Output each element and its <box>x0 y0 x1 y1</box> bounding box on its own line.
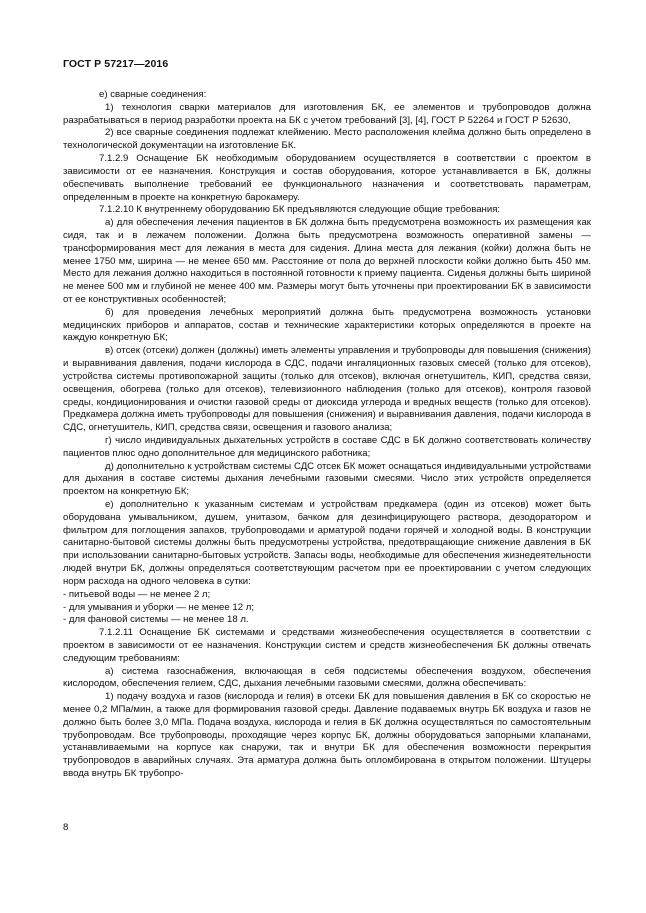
list-item-sewer-water: - для фановой системы — не менее 18 л. <box>63 614 249 626</box>
list-item-washing-water: - для умывания и уборки — не менее 12 л; <box>63 601 254 613</box>
paragraph-item-a-gas-supply: а) система газоснабжения, включающая в себя подсистемы обеспечения воздухом, обеспечения кислородом, обеспечения гелием, СДС, дыхания лечебными газовыми смесями, должна обеспечивать: <box>63 665 591 690</box>
paragraph-7-1-2-11: 7.1.2.11 Оснащение БК системами и средствами жизнеобеспечения осуществляется в соответствии с проектом в зависимости от ее назначения. Конструкции систем и средств жизнеобеспечения БК должны отвечать следующим требованиям: <box>63 627 591 664</box>
paragraph-item-v-compartment-controls: в) отсек (отсеки) должен (должны) иметь элементы управления и трубопроводы для повышения (снижения) и выравнивания давления, подачи кислорода в СДС, подачи ингаляционных газовых смесей (только для отсеков), устройства системы противопожарной защиты (только для отсеков), включая огнетушитель, КИП, средства связи, освещения, обогрева (только для отсеков), телевизионного наблюдения (только для отсеков), контроля газовой среды, кондиционирования и очистки газовой среды от диоксида углерода и вредных веществ (только для отсеков). Предкамера должна иметь трубопроводы для повышения (снижения) и выравнивания давления, подачи кислорода в СДС, огнетушитель, КИП, средства связи, освещения и газового анализа; <box>63 345 591 434</box>
paragraph-7-1-2-9: 7.1.2.9 Оснащение БК необходимым оборудованием осуществляется в соответствии с проектом в зависимости от ее назначения. Конструкция и состав оборудования, которое устанавливается в БК, должны обеспечивать выполнение требований ее функционального назначения и соответствовать параметрам, определенным в проекте на конкретную барокамеру. <box>63 153 591 203</box>
paragraph-item-e-sanitary-system: е) дополнительно к указанным системам и устройствам предкамера (один из отсеков) может быть оборудована умывальником, душем, унитазом, бачком для дезинфицирующего раствора, дезодоратором и фильтром для поглощения запахов, трубопроводами и арматурой подачи горячей и холодной воды. В конструкции санитарно-бытовой системы должны быть предусмотрены устройства, предотвращающие снижение давления в БК при использовании санитарно-бытовых устройств. Запасы воды, необходимые для обеспечения жизнедеятельности людей внутри БК, должны определяться соответствующим расчетом при ее проектировании с учетом следующих норм расхода на одного человека в сутки: <box>63 499 591 587</box>
paragraph-item-a-patient-places: а) для обеспечения лечения пациентов в БК должна быть предусмотрена возможность их размещения как сидя, так и в лежачем положении. Должна быть предусмотрена возможность оперативной замены — трансформирования мест для лежания в места для сидения. Длина места для лежания (койки) должна быть не менее 1750 мм, ширина — не менее 650 мм. Расстояние от пола до верхней плоскости койки должно быть 450 мм. Место для лежания должно находиться в постоянной готовности к приему пациента. Сиденья должны быть шириной не менее 500 мм и глубиной не менее 400 мм. Размеры могут быть уточнены при проектировании БК в зависимости от ее конструктивных особенностей; <box>63 217 591 305</box>
document-body <box>63 89 591 781</box>
paragraph-weld-marking: 2) все сварные соединения подлежат клеймению. Место расположения клейма должно быть определено в технологической документации на изготовление БК. <box>63 127 591 152</box>
paragraph-item-d-additional-devices: д) дополнительно к устройствам системы СДС отсек БК может оснащаться индивидуальными устройствами для дыхания в составе системы дыхания лечебными газовыми смесями. Число этих устройств определяется проектом на конкретную БК; <box>63 460 591 498</box>
list-item-drinking-water: - питьевой воды — не менее 2 л; <box>63 588 211 600</box>
paragraph-welded-joints: е) сварные соединения: <box>99 89 207 100</box>
paragraph-item-b-medical-devices: б) для проведения лечебных мероприятий должна быть предусмотрена возможность установки медицинских приборов и аппаратов, состав и технические характеристики которых определяются в проекте на каждую конкретную БК; <box>63 306 591 344</box>
page-number: 8 <box>63 822 69 833</box>
paragraph-welding-technology: 1) технология сварки материалов для изготовления БК, ее элементов и трубопроводов должна разрабатываться в период разработки проекта на БК с учетом требований [3], [4], ГОСТ Р 52264 и ГОСТ Р 52630, <box>63 101 591 126</box>
paragraph-7-1-2-10: 7.1.2.10 К внутреннему оборудованию БК предъявляются следующие общие требования: <box>99 204 501 216</box>
paragraph-item-g-breathing-devices: г) число индивидуальных дыхательных устройств в составе СДС в БК должно соответствовать количеству пациентов плюс одно дополнительное для медицинского работника; <box>63 434 591 459</box>
document-header: ГОСТ Р 57217—2016 <box>63 58 169 70</box>
paragraph-air-gas-supply: 1) подачу воздуха и газов (кислорода и гелия) в отсеки БК для повышения давления в БК со скоростью не менее 0,2 МПа/мин, а также для формирования газовой среды. Давление подаваемых внутрь БК воздуха и газов не должно быть более 3,0 МПа. Подача воздуха, кислорода и гелия в БК должна осуществляться по самостоятельным трубопроводам. Все трубопроводы, проходящие через корпус БК, должны оборудоваться запорными клапанами, устанавливаемыми на корпусе как снаружи, так и внутри БК для обеспечения возможности перекрытия трубопроводов в аварийных случаях. Эта арматура должна быть опломбирована в открытом положении. Штуцеры ввода внутрь БК трубопро- <box>63 691 591 780</box>
